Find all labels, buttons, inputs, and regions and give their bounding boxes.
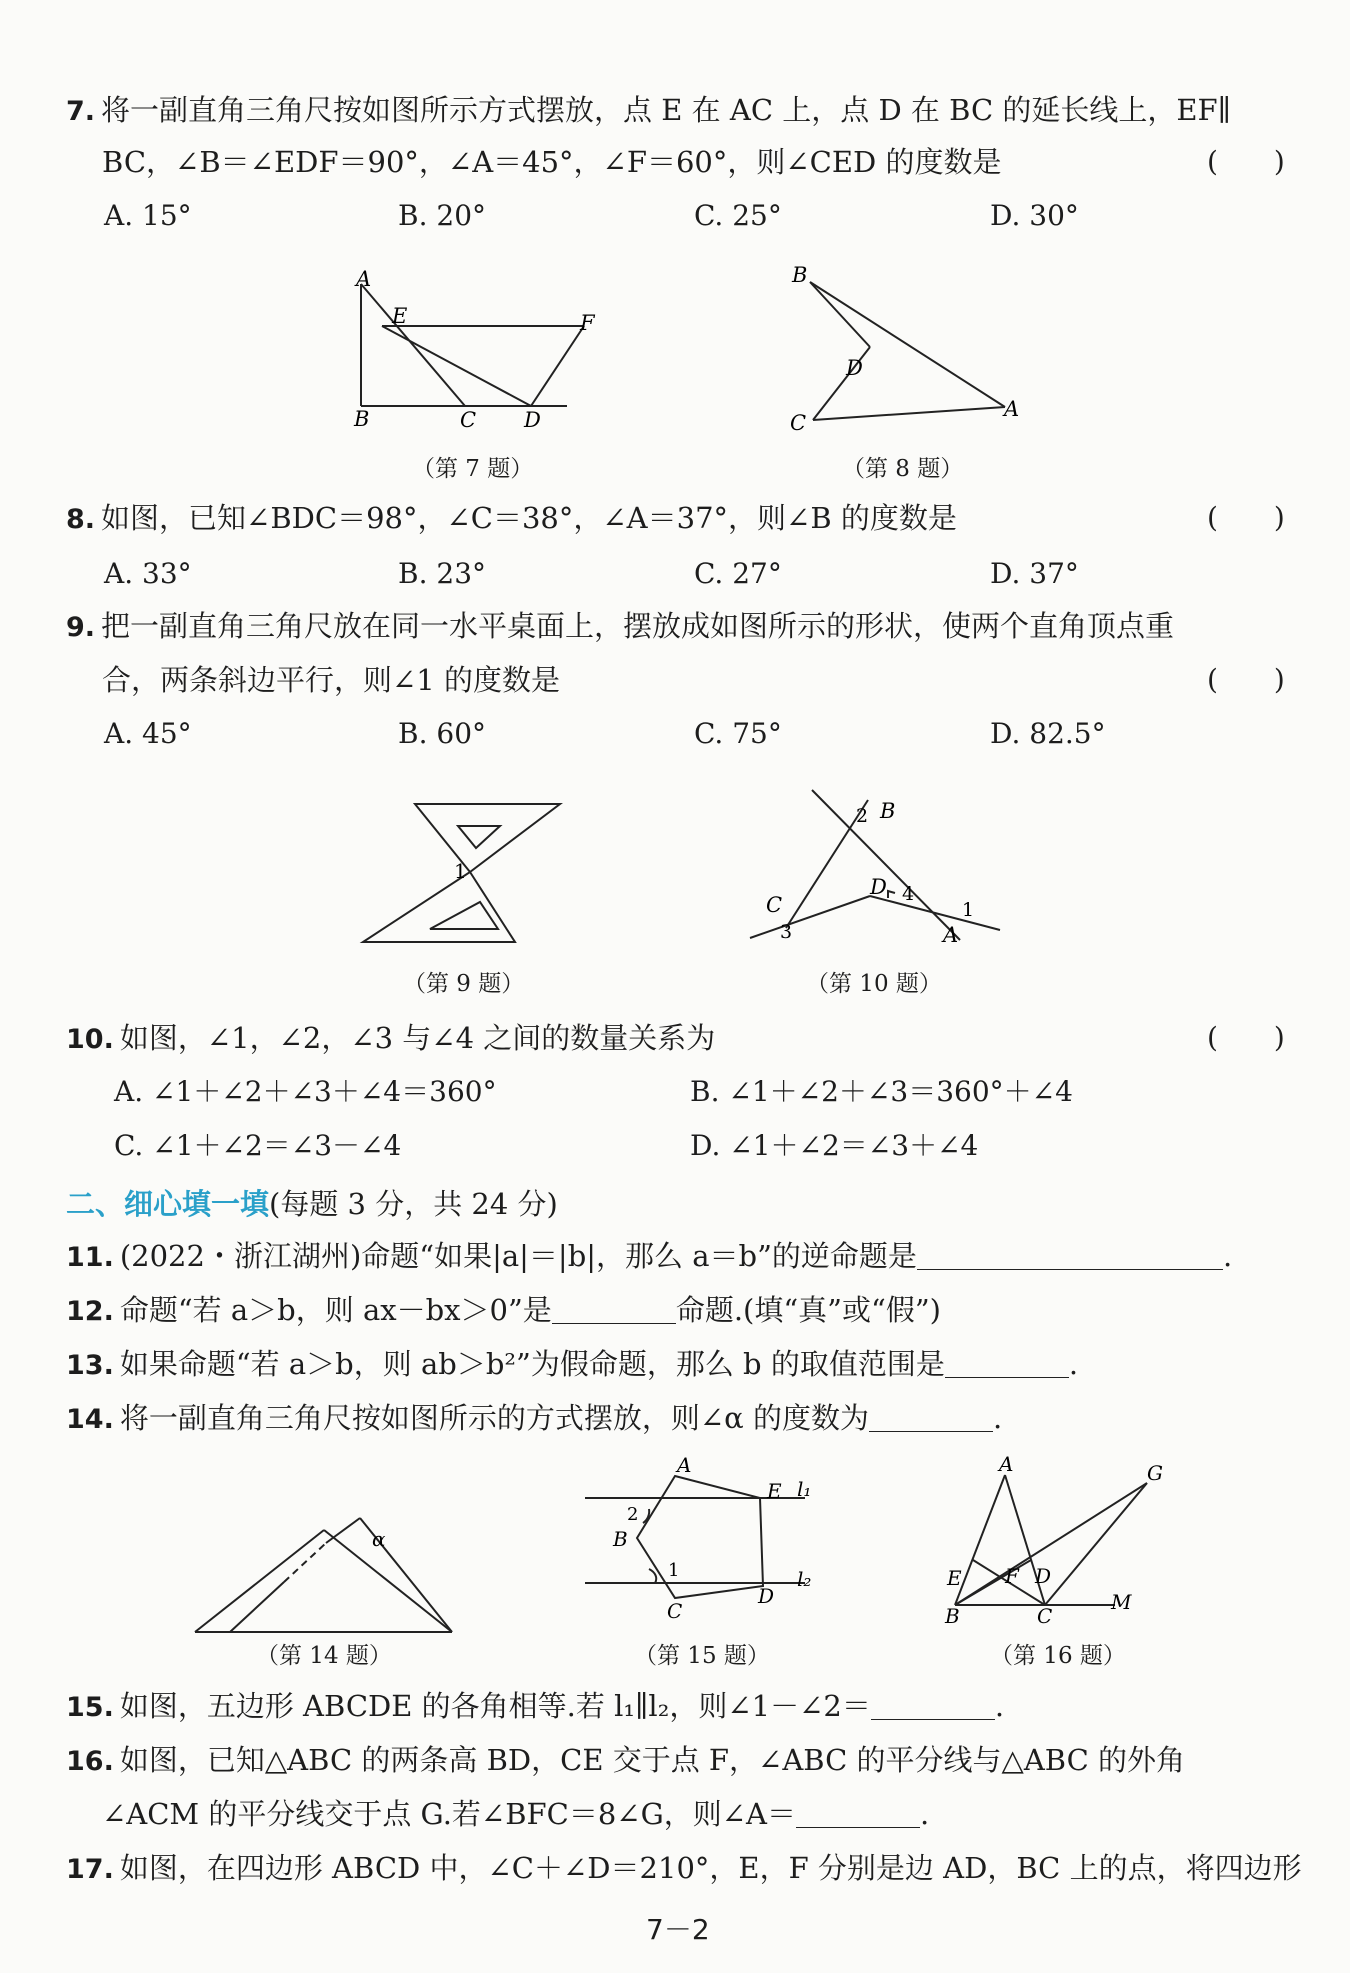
q10-text: 如图，∠1，∠2，∠3 与∠4 之间的数量关系为	[119, 1021, 716, 1055]
q13-number: 13.	[66, 1350, 114, 1381]
q9-option-a: A. 45°	[104, 717, 192, 750]
q17-number: 17.	[66, 1854, 114, 1885]
q13-line	[66, 1346, 1078, 1384]
q17-line1	[66, 1850, 1302, 1888]
q13-end: .	[1068, 1347, 1079, 1381]
fig15-label-b: B	[613, 1527, 628, 1551]
fig7-label-c: C	[460, 408, 477, 432]
section-2-header	[66, 1186, 558, 1222]
fig10-label-a: A	[943, 923, 959, 947]
q11-line	[66, 1238, 1232, 1276]
fig8-label-c: C	[790, 411, 807, 435]
q12-number: 12.	[66, 1296, 114, 1327]
q12-line	[66, 1292, 941, 1330]
fig16-label-d: D	[1035, 1564, 1052, 1588]
fig10-label-c: C	[766, 893, 783, 917]
q8-answer-paren: ( )	[1207, 501, 1285, 534]
q8-option-c: C. 27°	[694, 557, 782, 590]
q14-number: 14.	[66, 1404, 114, 1435]
q7-option-c: C. 25°	[694, 199, 782, 232]
q9-option-d: D. 82.5°	[990, 717, 1106, 750]
q10-line1	[66, 1020, 715, 1058]
q16-number: 16.	[66, 1746, 114, 1777]
q9-option-c: C. 75°	[694, 717, 782, 750]
fig15-angle-2: 2	[627, 1504, 639, 1525]
q17-text-1: 如图，在四边形 ABCD 中，∠C＋∠D＝210°，E，F 分别是边 AD，BC 上的点，将四边形	[119, 1851, 1302, 1885]
figure-15	[575, 1453, 845, 1638]
q8-number: 8.	[66, 504, 96, 535]
fig10-label-d: D	[870, 875, 887, 899]
q12-text-post: 命题.(填“真”或“假”)	[675, 1293, 941, 1327]
q7-line2: BC，∠B＝∠EDF＝90°，∠A＝45°，∠F＝60°，则∠CED 的度数是	[102, 145, 1002, 179]
fig16-label-g: G	[1147, 1461, 1163, 1485]
q7-option-d: D. 30°	[990, 199, 1079, 232]
q14-line	[66, 1400, 1002, 1438]
fig16-label-b: B	[945, 1604, 960, 1628]
fig16-caption: （第 16 题）	[990, 1643, 1126, 1669]
fig8-label-a: A	[1004, 397, 1020, 421]
q7-answer-paren: ( )	[1207, 145, 1285, 178]
q9-number: 9.	[66, 612, 96, 643]
section-2-title: 二、细心填一填	[66, 1187, 270, 1221]
fig14-alpha: α	[372, 1527, 386, 1551]
fig14-caption: （第 14 题）	[256, 1643, 392, 1669]
fig7-label-a: A	[356, 267, 372, 291]
q15-answer-blank[interactable]	[871, 1689, 995, 1720]
fig7-caption: （第 7 题）	[412, 456, 534, 482]
fig15-label-e: E	[767, 1479, 782, 1503]
fig15-label-c: C	[667, 1599, 683, 1623]
q14-answer-blank[interactable]	[869, 1401, 993, 1432]
q10-answer-paren: ( )	[1207, 1021, 1285, 1054]
figure-7	[340, 267, 595, 438]
fig15-label-d: D	[758, 1584, 775, 1608]
fig7-label-d: D	[524, 408, 541, 432]
q15-line	[66, 1688, 1004, 1726]
fig15-label-l1: l₁	[797, 1477, 812, 1501]
q10-option-c: C. ∠1＋∠2＝∠3－∠4	[114, 1129, 402, 1162]
fig7-label-b: B	[354, 407, 370, 431]
q15-end: .	[994, 1689, 1005, 1723]
q16-text-2: ∠ACM 的平分线交于点 G.若∠BFC＝8∠G，则∠A＝	[102, 1797, 796, 1831]
q11-text: (2022・浙江湖州)命题“如果|a|＝|b|，那么 a＝b”的逆命题是	[119, 1239, 917, 1273]
q16-line1	[66, 1742, 1185, 1780]
q13-answer-blank[interactable]	[945, 1347, 1069, 1378]
fig16-label-f: F	[1005, 1564, 1019, 1588]
fig16-label-c: C	[1037, 1604, 1053, 1628]
q7-line1	[66, 92, 1231, 130]
fig10-angle-3: 3	[780, 921, 793, 943]
fig8-caption: （第 8 题）	[842, 456, 964, 482]
q11-number: 11.	[66, 1242, 114, 1273]
fig9-caption: （第 9 题）	[403, 971, 525, 997]
fig9-angle-1: 1	[454, 859, 467, 883]
figure-14	[190, 1510, 460, 1640]
fig8-label-d: D	[846, 356, 863, 380]
fig15-label-a: A	[677, 1453, 692, 1477]
q10-number: 10.	[66, 1024, 114, 1055]
q9-option-b: B. 60°	[398, 717, 487, 750]
q16-answer-blank[interactable]	[796, 1797, 920, 1828]
fig10-angle-2: 2	[856, 805, 869, 827]
figure-10	[740, 780, 1010, 960]
q8-option-d: D. 37°	[990, 557, 1079, 590]
fig10-caption: （第 10 题）	[806, 971, 942, 997]
q8-option-a: A. 33°	[104, 557, 192, 590]
q13-text: 如果命题“若 a＞b，则 ab＞b²”为假命题，那么 b 的取值范围是	[119, 1347, 945, 1381]
fig15-caption: （第 15 题）	[634, 1643, 770, 1669]
q7-number: 7.	[66, 96, 96, 127]
q11-end: .	[1222, 1239, 1233, 1273]
q7-text-1: 将一副直角三角尺按如图所示方式摆放，点 E 在 AC 上，点 D 在 BC 的延长线上，EF∥	[101, 93, 1232, 127]
fig8-label-b: B	[792, 263, 808, 287]
q16-line2	[102, 1796, 929, 1832]
page-number: 7－2	[646, 1913, 710, 1946]
q15-text: 如图，五边形 ABCDE 的各角相等.若 l₁∥l₂，则∠1－∠2＝	[119, 1689, 871, 1723]
fig7-label-f: F	[580, 311, 595, 335]
q16-end: .	[920, 1797, 930, 1831]
q14-end: .	[992, 1401, 1003, 1435]
fig10-label-b: B	[880, 799, 896, 823]
q8-option-b: B. 23°	[398, 557, 487, 590]
q15-number: 15.	[66, 1692, 114, 1723]
q9-line1	[66, 608, 1174, 646]
fig16-label-m: M	[1111, 1590, 1132, 1614]
fig15-label-l2: l₂	[797, 1567, 812, 1591]
fig15-angle-1: 1	[668, 1560, 680, 1581]
q9-answer-paren: ( )	[1207, 663, 1285, 696]
fig16-label-a: A	[999, 1452, 1014, 1476]
q7-option-a: A. 15°	[104, 199, 192, 232]
q9-text-1: 把一副直角三角尺放在同一水平桌面上，摆放成如图所示的形状，使两个直角顶点重	[101, 609, 1175, 643]
fig10-angle-1: 1	[962, 899, 975, 921]
fig16-label-e: E	[947, 1566, 962, 1590]
q10-option-d: D. ∠1＋∠2＝∠3＋∠4	[690, 1129, 979, 1162]
q10-option-b: B. ∠1＋∠2＋∠3＝360°＋∠4	[690, 1075, 1073, 1108]
q9-line2: 合，两条斜边平行，则∠1 的度数是	[102, 663, 560, 697]
figure-16	[935, 1452, 1175, 1640]
q8-text: 如图，已知∠BDC＝98°，∠C＝38°，∠A＝37°，则∠B 的度数是	[101, 501, 957, 535]
fig7-label-e: E	[392, 304, 408, 328]
q14-text: 将一副直角三角尺按如图所示的方式摆放，则∠α 的度数为	[119, 1401, 869, 1435]
q11-answer-blank[interactable]	[917, 1239, 1223, 1270]
q12-answer-blank[interactable]	[552, 1293, 676, 1324]
figure-8	[780, 262, 1030, 437]
q10-option-a: A. ∠1＋∠2＋∠3＋∠4＝360°	[114, 1075, 497, 1108]
figure-9	[350, 790, 580, 960]
q7-option-b: B. 20°	[398, 199, 487, 232]
fig10-angle-4: 4	[902, 883, 915, 905]
q16-text-1: 如图，已知△ABC 的两条高 BD，CE 交于点 F，∠ABC 的平分线与△ABC 的外角	[119, 1743, 1186, 1777]
q8-line1	[66, 500, 957, 538]
q12-text-pre: 命题“若 a＞b，则 ax－bx＞0”是	[119, 1293, 552, 1327]
section-2-note: (每题 3 分，共 24 分)	[269, 1187, 558, 1221]
